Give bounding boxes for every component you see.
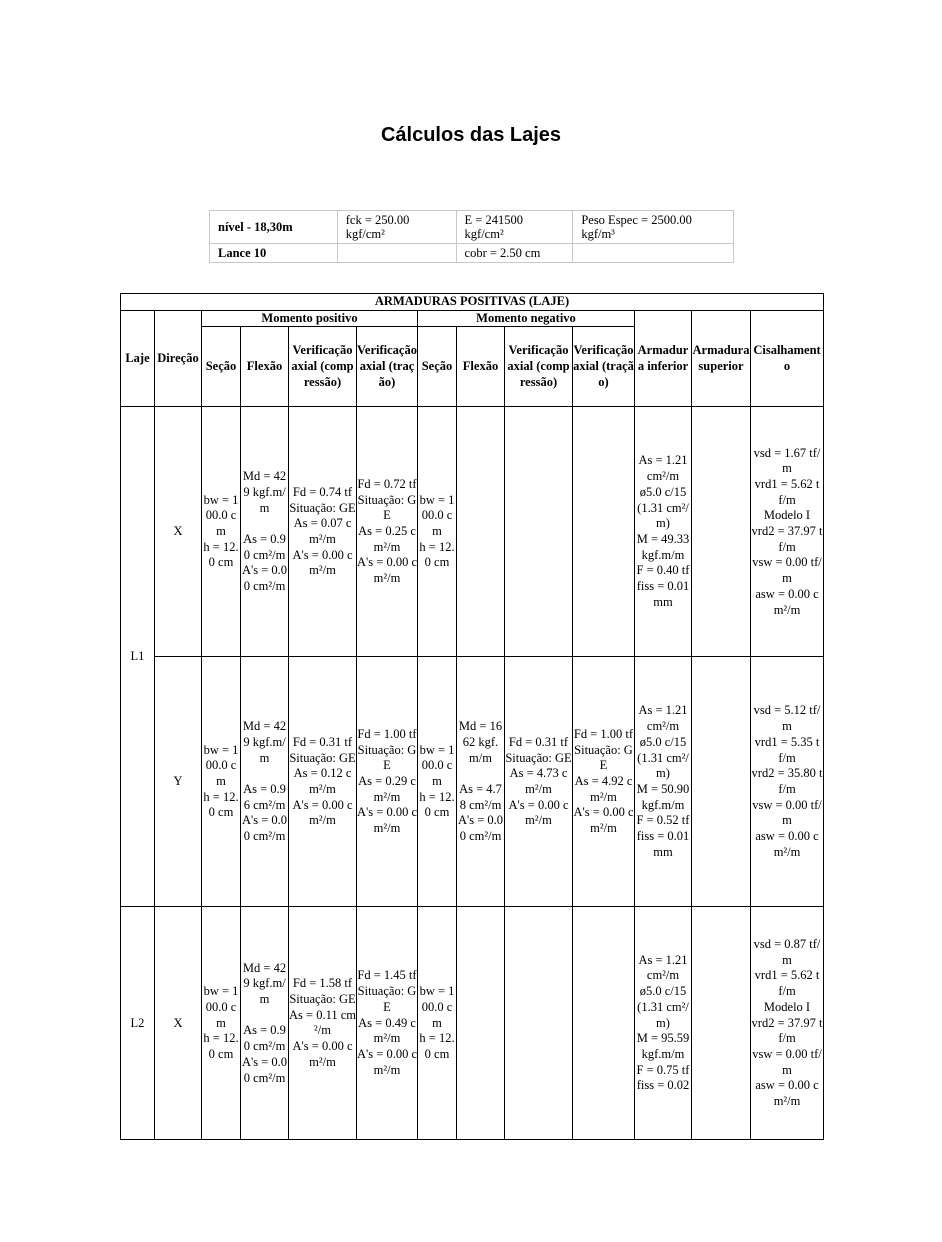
header-flexao-neg: Flexão <box>457 327 505 407</box>
neg-compressao-cell: Fd = 0.31 tf Situação: GE As = 4.73 cm²/m A's = 0.00 cm²/m <box>505 657 573 907</box>
neg-tracao-cell: Fd = 1.00 tf Situação: GE As = 4.92 cm²/m A's = 0.00 cm²/m <box>573 657 635 907</box>
pos-compressao-cell: Fd = 0.31 tf Situação: GE As = 0.12 cm²/m A's = 0.00 cm²/m <box>289 657 357 907</box>
info-table <box>209 210 734 263</box>
table-row <box>121 907 824 1140</box>
pos-compressao-cell: Fd = 1.58 tf Situação: GE As = 0.11 cm²/m A's = 0.00 cm²/m <box>289 907 357 1140</box>
header-laje: Laje <box>121 310 155 407</box>
pos-secao-cell: bw = 100.0 cm h = 12.0 cm <box>202 407 241 657</box>
neg-flexao-cell <box>457 407 505 657</box>
cobr-value: cobr = 2.50 cm <box>456 244 573 263</box>
neg-flexao-cell: Md = 1662 kgf.m/m As = 4.78 cm²/m A's = 0.00 cm²/m <box>457 657 505 907</box>
empty-cell <box>573 244 734 263</box>
cisalhamento-cell: vsd = 5.12 tf/m vrd1 = 5.35 tf/m vrd2 = 35.80 tf/m vsw = 0.00 tf/m asw = 0.00 cm²/m <box>751 657 824 907</box>
header-verif-tracao-pos: Verificação axial (tração) <box>357 327 418 407</box>
neg-secao-cell: bw = 100.0 cm h = 12.0 cm <box>418 657 457 907</box>
armadura-inferior-cell: As = 1.21 cm²/m ø5.0 c/15 (1.31 cm²/m) M = 49.33 kgf.m/m F = 0.40 tf fiss = 0.01 mm <box>635 407 692 657</box>
table-row <box>121 657 824 907</box>
table-row <box>121 407 824 657</box>
header-flexao-pos: Flexão <box>241 327 289 407</box>
cisalhamento-cell: vsd = 1.67 tf/m vrd1 = 5.62 tf/m Modelo I vrd2 = 37.97 tf/m vsw = 0.00 tf/m asw = 0.00 cm²/m <box>751 407 824 657</box>
neg-tracao-cell <box>573 907 635 1140</box>
pos-flexao-cell: Md = 429 kgf.m/m As = 0.90 cm²/m A's = 0.00 cm²/m <box>241 407 289 657</box>
pos-tracao-cell: Fd = 0.72 tf Situação: GE As = 0.25 cm²/m A's = 0.00 cm²/m <box>357 407 418 657</box>
pos-flexao-cell: Md = 429 kgf.m/m As = 0.90 cm²/m A's = 0.00 cm²/m <box>241 907 289 1140</box>
laje-cell: L1 <box>121 407 155 907</box>
armadura-superior-cell <box>692 907 751 1140</box>
pos-flexao-cell: Md = 429 kgf.m/m As = 0.96 cm²/m A's = 0.00 cm²/m <box>241 657 289 907</box>
neg-flexao-cell <box>457 907 505 1140</box>
header-armadura-superior: Armadura superior <box>692 310 751 407</box>
header-cisalhamento: Cisalhamento <box>751 310 824 407</box>
direcao-cell: Y <box>155 657 202 907</box>
neg-secao-cell: bw = 100.0 cm h = 12.0 cm <box>418 907 457 1140</box>
header-verif-compressao-neg: Verificação axial (compressão) <box>505 327 573 407</box>
header-direcao: Direção <box>155 310 202 407</box>
armaduras-table <box>120 293 824 1140</box>
fck-value: fck = 250.00 kgf/cm² <box>337 211 456 244</box>
header-momento-positivo: Momento positivo <box>202 310 418 327</box>
page-title: Cálculos das Lajes <box>380 124 562 146</box>
peso-espec-value: Peso Espec = 2500.00 kgf/m³ <box>573 211 734 244</box>
cisalhamento-cell: vsd = 0.87 tf/m vrd1 = 5.62 tf/m Modelo I vrd2 = 37.97 tf/m vsw = 0.00 tf/m asw = 0.00 cm²/m <box>751 907 824 1140</box>
empty-cell <box>337 244 456 263</box>
pos-compressao-cell: Fd = 0.74 tf Situação: GE As = 0.07 cm²/m A's = 0.00 cm²/m <box>289 407 357 657</box>
direcao-cell: X <box>155 907 202 1140</box>
neg-compressao-cell <box>505 907 573 1140</box>
pos-tracao-cell: Fd = 1.45 tf Situação: GE As = 0.49 cm²/m A's = 0.00 cm²/m <box>357 907 418 1140</box>
armadura-inferior-cell: As = 1.21 cm²/m ø5.0 c/15 (1.31 cm²/m) M = 95.59 kgf.m/m F = 0.75 tf fiss = 0.02 <box>635 907 692 1140</box>
header-verif-compressao-pos: Verificação axial (compressão) <box>289 327 357 407</box>
laje-cell: L2 <box>121 907 155 1140</box>
armadura-superior-cell <box>692 657 751 907</box>
direcao-cell: X <box>155 407 202 657</box>
header-momento-negativo: Momento negativo <box>418 310 635 327</box>
nivel-label: nível - 18,30m <box>210 211 338 244</box>
header-secao-pos: Seção <box>202 327 241 407</box>
armadura-inferior-cell: As = 1.21 cm²/m ø5.0 c/15 (1.31 cm²/m) M = 50.90 kgf.m/m F = 0.52 tf fiss = 0.01 mm <box>635 657 692 907</box>
armadura-superior-cell <box>692 407 751 657</box>
header-secao-neg: Seção <box>418 327 457 407</box>
e-value: E = 241500 kgf/cm² <box>456 211 573 244</box>
neg-secao-cell: bw = 100.0 cm h = 12.0 cm <box>418 407 457 657</box>
pos-tracao-cell: Fd = 1.00 tf Situação: GE As = 0.29 cm²/m A's = 0.00 cm²/m <box>357 657 418 907</box>
neg-compressao-cell <box>505 407 573 657</box>
header-armadura-inferior: Armadura inferior <box>635 310 692 407</box>
table-caption: ARMADURAS POSITIVAS (LAJE) <box>121 294 824 311</box>
header-verif-tracao-neg: Verificação axial (tração) <box>573 327 635 407</box>
pos-secao-cell: bw = 100.0 cm h = 12.0 cm <box>202 657 241 907</box>
neg-tracao-cell <box>573 407 635 657</box>
pos-secao-cell: bw = 100.0 cm h = 12.0 cm <box>202 907 241 1140</box>
lance-label: Lance 10 <box>210 244 338 263</box>
